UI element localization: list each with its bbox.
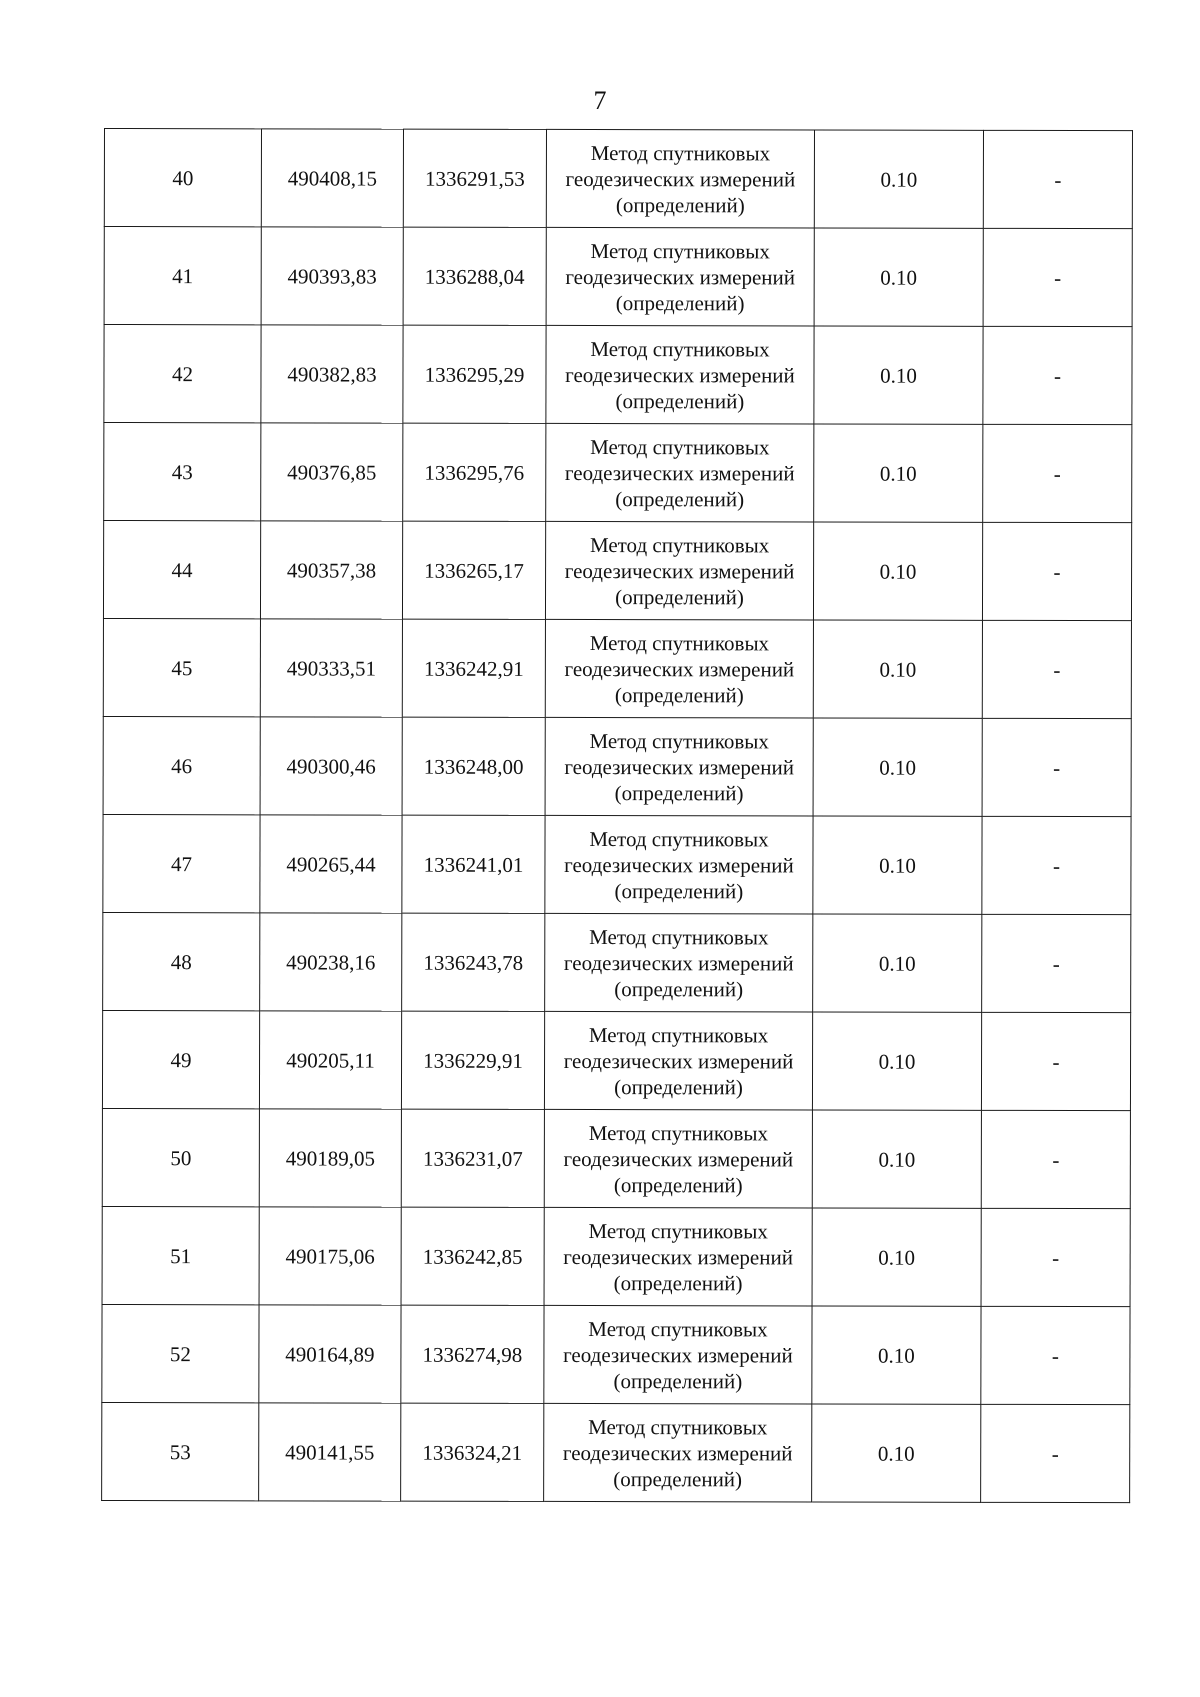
x-coordinate-cell: 490408,15 [261, 129, 403, 227]
accuracy-cell: 0.10 [814, 424, 983, 522]
x-coordinate-cell: 490382,83 [261, 325, 403, 423]
method-cell [544, 1305, 812, 1404]
y-coordinate-cell: 1336242,91 [402, 619, 545, 717]
accuracy-cell: 0.10 [813, 522, 982, 620]
x-coordinate-cell: 490238,16 [260, 913, 402, 1011]
accuracy-cell: 0.10 [813, 718, 982, 816]
table-row [102, 1206, 1130, 1306]
point-number-cell: 48 [103, 912, 260, 1010]
accuracy-cell: 0.10 [812, 1012, 981, 1110]
table-row [104, 325, 1132, 425]
y-coordinate-cell: 1336231,07 [401, 1109, 544, 1207]
method-line: Метод спутниковых [589, 826, 769, 851]
method-line: геодезических измерений [563, 1244, 793, 1269]
y-coordinate-cell: 1336274,98 [401, 1305, 544, 1403]
point-number-cell: 49 [102, 1010, 259, 1108]
accuracy-cell: 0.10 [814, 130, 983, 228]
table-row [103, 814, 1131, 914]
table-row [104, 227, 1132, 327]
point-number-cell: 52 [102, 1304, 259, 1402]
x-coordinate-cell: 490393,83 [261, 227, 403, 325]
accuracy-cell: 0.10 [812, 1404, 981, 1502]
note-cell: - [982, 522, 1131, 620]
method-line: (определений) [614, 976, 744, 1001]
method-line: (определений) [615, 486, 745, 511]
method-cell [545, 717, 813, 816]
method-line: (определений) [615, 388, 745, 413]
y-coordinate-cell: 1336229,91 [401, 1011, 544, 1109]
method-line: (определений) [614, 682, 744, 707]
y-coordinate-cell: 1336243,78 [402, 913, 545, 1011]
x-coordinate-cell: 490141,55 [259, 1403, 401, 1501]
method-line: Метод спутниковых [588, 1022, 769, 1047]
method-line: Метод спутниковых [588, 1120, 769, 1145]
point-number-cell: 42 [104, 325, 261, 423]
x-coordinate-cell: 490175,06 [259, 1207, 401, 1305]
note-cell: - [981, 1404, 1130, 1502]
method-line: геодезических измерений [563, 1048, 794, 1073]
table-row [103, 619, 1131, 719]
method-cell [545, 521, 813, 620]
note-cell: - [982, 620, 1131, 718]
method-cell [544, 1207, 812, 1306]
accuracy-cell: 0.10 [814, 228, 983, 326]
method-line: (определений) [614, 1074, 743, 1099]
accuracy-cell: 0.10 [813, 620, 982, 718]
method-cell [544, 1011, 812, 1110]
note-cell: - [982, 718, 1131, 816]
table-row [103, 521, 1131, 621]
method-line: геодезических измерений [565, 362, 795, 387]
method-line: (определений) [614, 780, 744, 805]
table-row [102, 1304, 1130, 1404]
method-line: (определений) [615, 290, 745, 315]
method-line: Метод спутниковых [590, 336, 770, 361]
y-coordinate-cell: 1336291,53 [403, 129, 546, 227]
x-coordinate-cell: 490357,38 [260, 521, 402, 619]
x-coordinate-cell: 490205,11 [259, 1011, 401, 1109]
method-line: геодезических измерений [563, 950, 794, 975]
method-line: (определений) [613, 1466, 743, 1491]
accuracy-cell: 0.10 [812, 1110, 981, 1208]
method-cell [546, 423, 814, 522]
method-cell [545, 619, 813, 718]
y-coordinate-cell: 1336242,85 [401, 1207, 544, 1305]
point-number-cell: 47 [103, 814, 260, 912]
accuracy-cell: 0.10 [814, 326, 983, 424]
y-coordinate-cell: 1336288,04 [403, 227, 546, 325]
table-row [102, 1402, 1130, 1502]
method-line: Метод спутниковых [588, 1218, 768, 1243]
y-coordinate-cell: 1336324,21 [401, 1403, 544, 1501]
note-cell: - [983, 424, 1132, 522]
method-line: геодезических измерений [563, 1342, 793, 1367]
method-line: (определений) [615, 192, 745, 217]
method-line: геодезических измерений [564, 558, 795, 583]
method-line: Метод спутниковых [589, 728, 769, 753]
point-number-cell: 41 [104, 227, 261, 325]
x-coordinate-cell: 490300,46 [260, 717, 402, 815]
coordinates-table-body [102, 129, 1133, 1503]
method-line: геодезических измерений [565, 166, 796, 191]
method-line: геодезических измерений [564, 460, 795, 485]
method-line: Метод спутниковых [589, 532, 770, 557]
note-cell: - [983, 228, 1132, 326]
method-line: геодезических измерений [562, 1440, 793, 1465]
accuracy-cell: 0.10 [812, 1306, 981, 1404]
y-coordinate-cell: 1336295,29 [403, 325, 546, 423]
note-cell: - [981, 1012, 1130, 1110]
method-cell [545, 913, 813, 1012]
method-line: Метод спутниковых [590, 238, 770, 263]
note-cell: - [981, 1208, 1130, 1306]
point-number-cell: 50 [102, 1108, 259, 1206]
point-number-cell: 40 [104, 129, 261, 227]
method-line: геодезических измерений [563, 1146, 794, 1171]
x-coordinate-cell: 490164,89 [259, 1305, 401, 1403]
method-cell [546, 227, 814, 326]
method-line: (определений) [615, 584, 744, 609]
method-cell [544, 1109, 812, 1208]
method-line: геодезических измерений [564, 754, 795, 779]
x-coordinate-cell: 490189,05 [259, 1109, 401, 1207]
page-number: 7 [593, 86, 607, 115]
method-line: (определений) [613, 1270, 743, 1295]
point-number-cell: 53 [102, 1402, 259, 1500]
note-cell: - [982, 816, 1131, 914]
y-coordinate-cell: 1336248,00 [402, 717, 545, 815]
method-cell [546, 325, 814, 424]
accuracy-cell: 0.10 [813, 816, 982, 914]
x-coordinate-cell: 490265,44 [260, 815, 402, 913]
method-cell [546, 129, 814, 228]
note-cell: - [981, 1306, 1130, 1404]
table-row [102, 1108, 1130, 1208]
method-line: (определений) [613, 1172, 743, 1197]
coordinates-table [101, 128, 1133, 1503]
y-coordinate-cell: 1336265,17 [402, 521, 545, 619]
method-line: (определений) [613, 1368, 743, 1393]
method-line: Метод спутниковых [590, 140, 771, 165]
method-line: Метод спутниковых [590, 434, 770, 459]
method-line: Метод спутниковых [589, 924, 769, 949]
method-line: геодезических измерений [564, 852, 794, 877]
point-number-cell: 45 [103, 619, 260, 717]
method-line: Метод спутниковых [588, 1414, 768, 1439]
table-row [103, 716, 1131, 816]
method-line: геодезических измерений [565, 264, 796, 289]
y-coordinate-cell: 1336241,01 [402, 815, 545, 913]
y-coordinate-cell: 1336295,76 [403, 423, 546, 521]
table-row [104, 423, 1132, 523]
note-cell: - [983, 130, 1132, 228]
note-cell: - [981, 1110, 1130, 1208]
method-line: Метод спутниковых [588, 1316, 768, 1341]
method-line: (определений) [614, 878, 744, 903]
method-line: геодезических измерений [564, 656, 795, 681]
method-line: Метод спутниковых [589, 630, 770, 655]
x-coordinate-cell: 490333,51 [260, 619, 402, 717]
method-cell [544, 1403, 812, 1502]
point-number-cell: 44 [103, 521, 260, 619]
note-cell: - [982, 914, 1131, 1012]
point-number-cell: 43 [104, 423, 261, 521]
note-cell: - [983, 326, 1132, 424]
point-number-cell: 46 [103, 716, 260, 814]
table-row [104, 129, 1132, 229]
x-coordinate-cell: 490376,85 [261, 423, 403, 521]
table-row [102, 1010, 1130, 1110]
accuracy-cell: 0.10 [813, 914, 982, 1012]
accuracy-cell: 0.10 [812, 1208, 981, 1306]
point-number-cell: 51 [102, 1206, 259, 1304]
method-cell [545, 815, 813, 914]
table-row [103, 912, 1131, 1012]
